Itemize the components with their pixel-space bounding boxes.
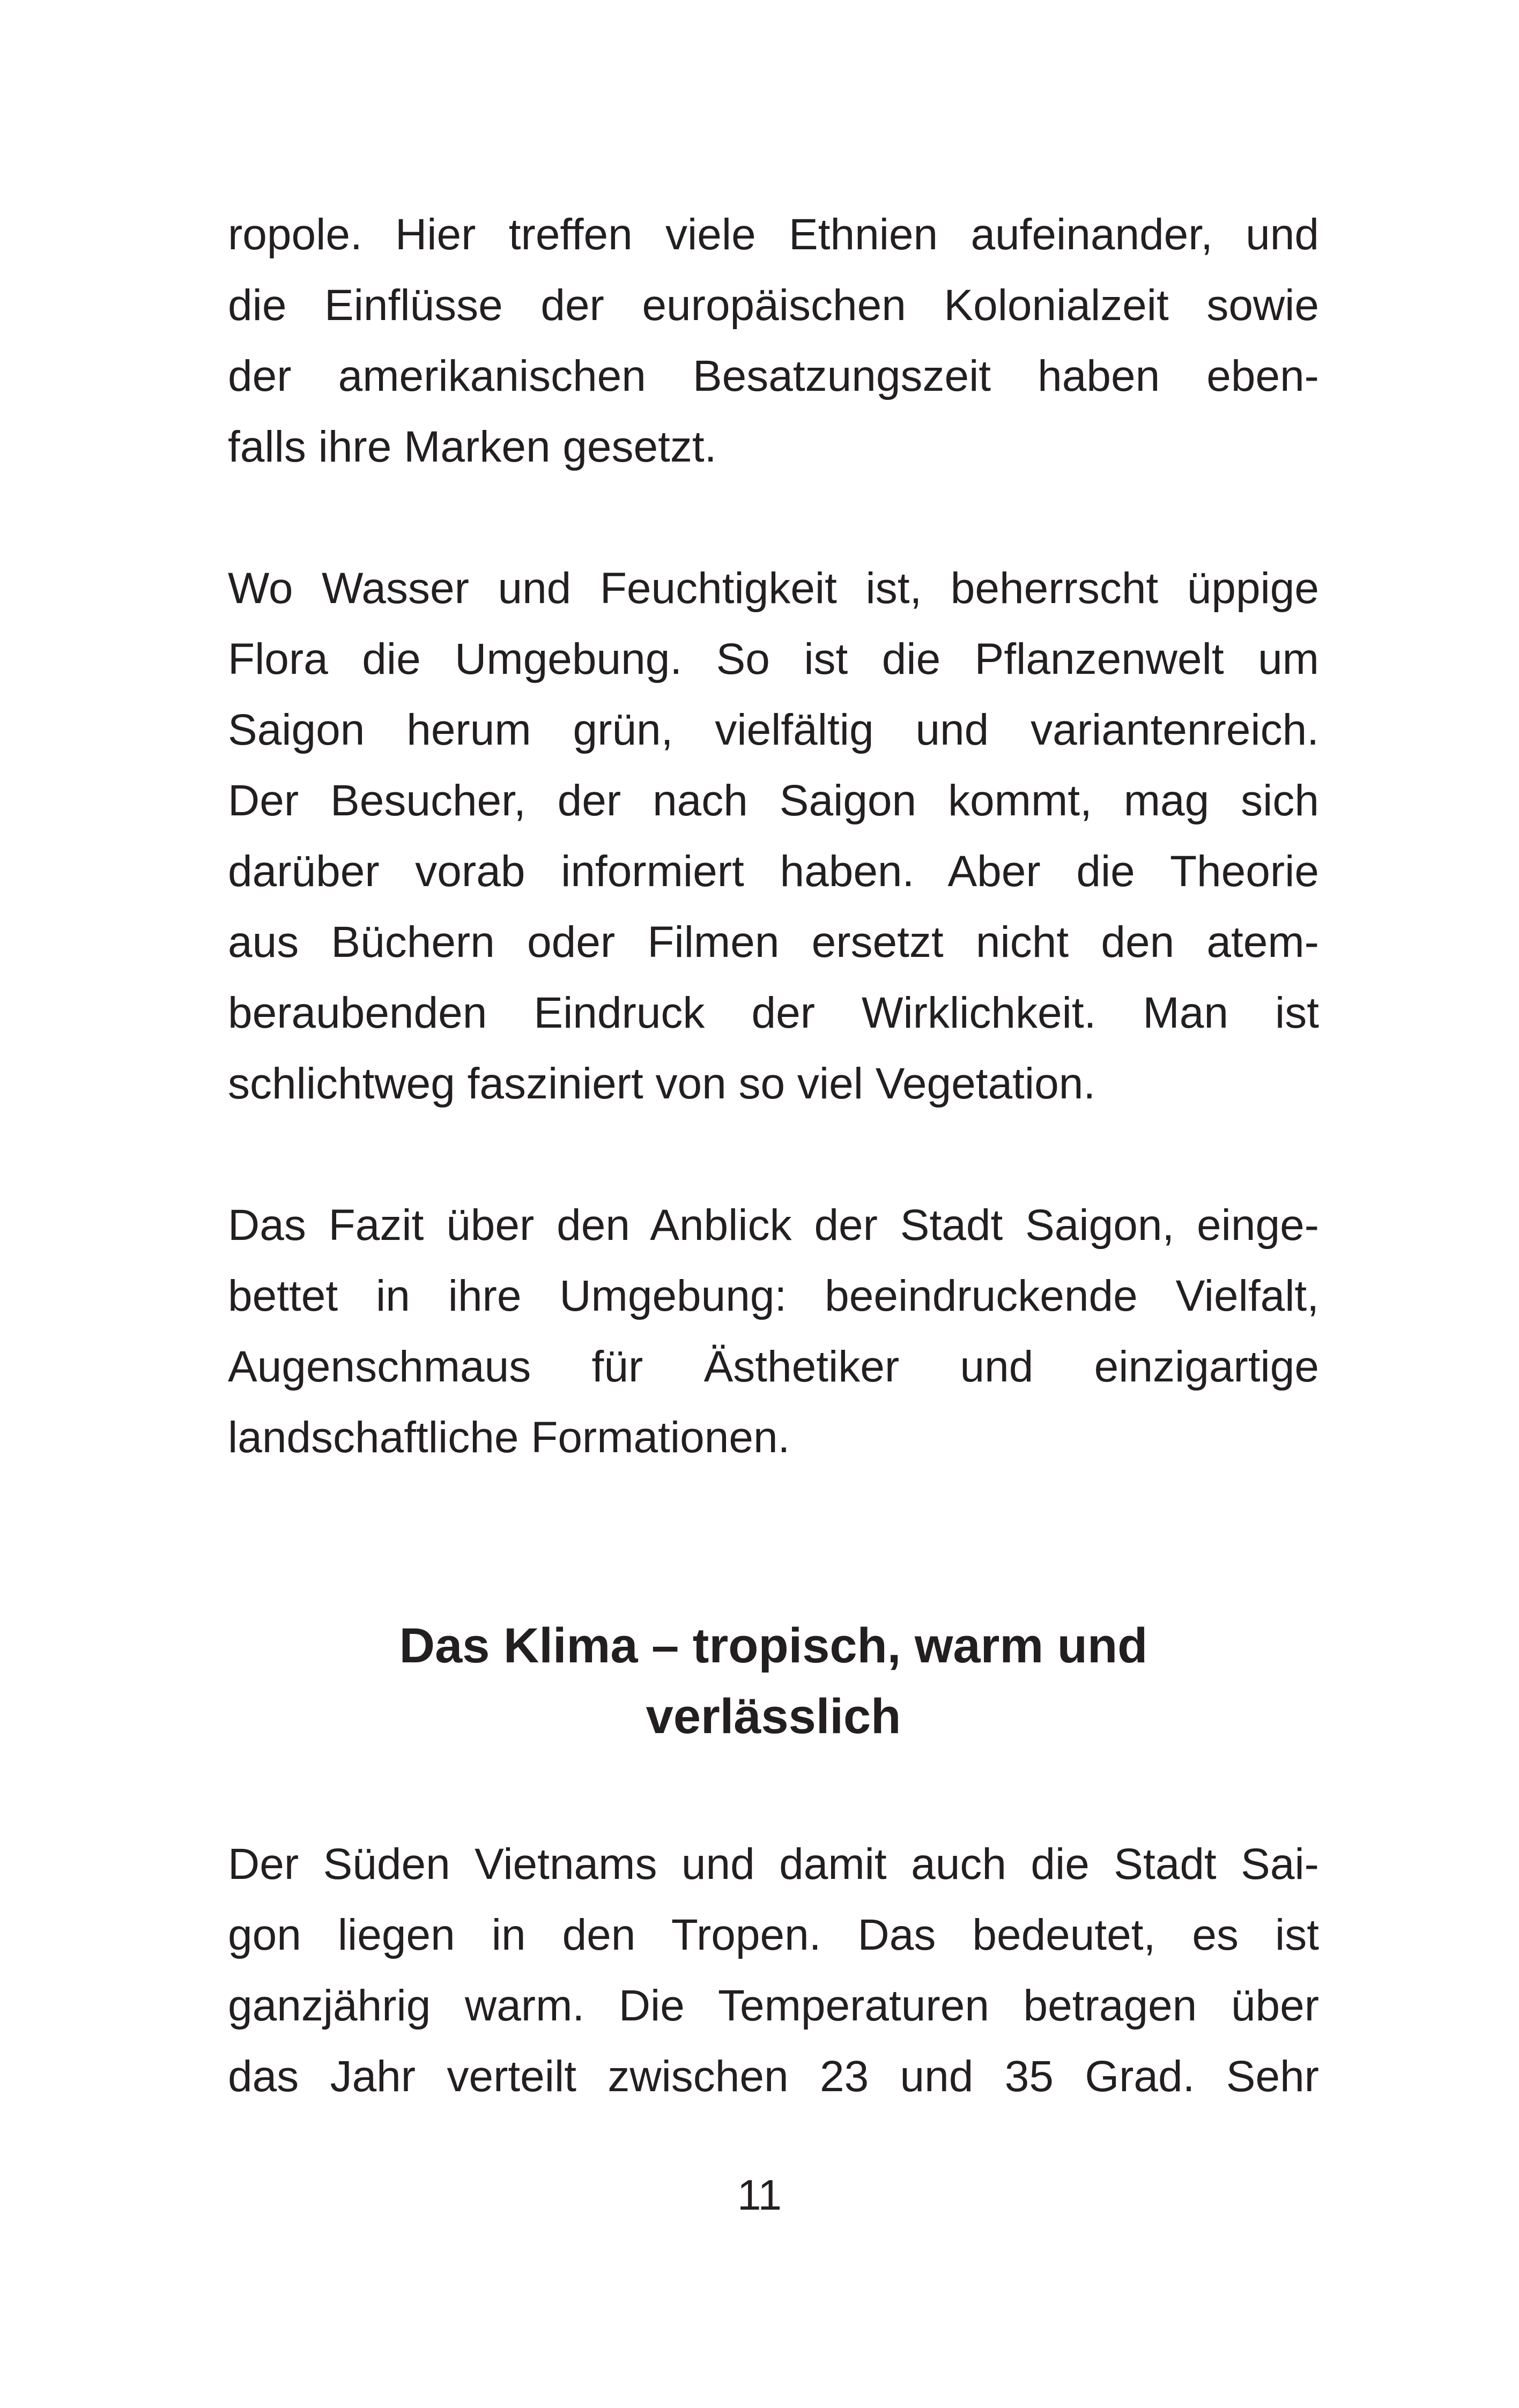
text-line: bettet in ihre Umgebung: beeindruckende Vielfalt, [228, 1272, 1319, 1320]
paragraph-3 [228, 1190, 1319, 1473]
text-line: Der Süden Vietnams und damit auch die Stadt Sai- [228, 1840, 1319, 1889]
page-number: 11 [737, 2171, 782, 2219]
text-line: das Jahr verteilt zwischen 23 und 35 Grad. Sehr [228, 2052, 1319, 2101]
text-line: darüber vorab informiert haben. Aber die Theorie [228, 847, 1319, 896]
section-heading [228, 1610, 1319, 1752]
paragraph-1 [228, 199, 1319, 482]
paragraph-2 [228, 553, 1319, 1119]
heading-line: Das Klima – tropisch, warm und [399, 1618, 1148, 1673]
text-line: ropole. Hier treffen viele Ethnien aufeinander, und [228, 210, 1319, 259]
paragraph-4 [228, 1829, 1319, 2112]
text-line: beraubenden Eindruck der Wirklichkeit. Man ist [228, 989, 1319, 1037]
text-line: schlichtweg fasziniert von so viel Vegetation. [228, 1059, 1096, 1108]
text-line: Augenschmaus für Ästhetiker und einzigartige [228, 1342, 1319, 1391]
text-line: der amerikanischen Besatzungszeit haben eben- [228, 352, 1319, 400]
text-line: Wo Wasser und Feuchtigkeit ist, beherrscht üppige [228, 564, 1319, 613]
text-line: Der Besucher, der nach Saigon kommt, mag sich [228, 776, 1319, 825]
text-line: aus Büchern oder Filmen ersetzt nicht den atem- [228, 918, 1319, 967]
text-line: ganzjährig warm. Die Temperaturen betragen über [228, 1981, 1319, 2030]
text-line: falls ihre Marken gesetzt. [228, 422, 717, 471]
text-line: die Einflüsse der europäischen Kolonialzeit sowie [228, 281, 1319, 330]
text-line: Saigon herum grün, vielfältig und variantenreich. [228, 705, 1319, 754]
text-line: Das Fazit über den Anblick der Stadt Saigon, einge- [228, 1201, 1319, 1250]
text-line: Flora die Umgebung. So ist die Pflanzenwelt um [228, 635, 1319, 683]
text-line: landschaftliche Formationen. [228, 1413, 790, 1462]
text-line: gon liegen in den Tropen. Das bedeutet, es ist [228, 1911, 1319, 1959]
heading-line: verlässlich [646, 1689, 901, 1744]
